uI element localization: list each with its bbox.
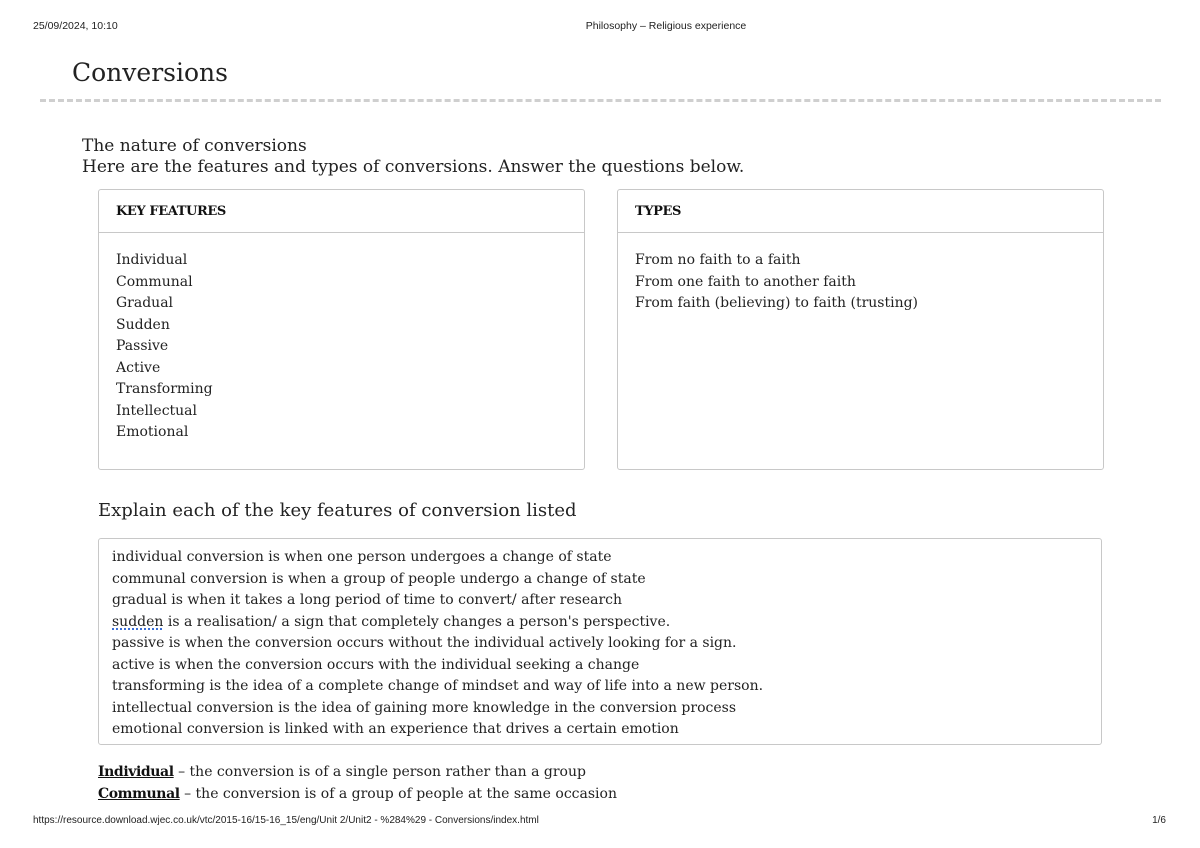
key-features-panel xyxy=(98,189,585,470)
answer-line: intellectual conversion is the idea of gaining more knowledge in the conversion process xyxy=(112,699,737,716)
types-panel xyxy=(617,189,1104,470)
key-feature-item: Communal xyxy=(116,273,193,290)
definition-term: Individual xyxy=(98,764,174,780)
type-item: From no faith to a faith xyxy=(635,252,801,268)
answer-line: passive is when the conversion occurs without the individual actively looking for a sign. xyxy=(112,635,737,651)
definitions-list xyxy=(98,762,617,805)
key-features-list xyxy=(99,233,584,444)
answer-line-sudden xyxy=(112,612,1101,634)
print-header xyxy=(0,20,1200,36)
definition-text: – the conversion is of a single person rather than a group xyxy=(173,764,586,780)
definition-term: Communal xyxy=(98,785,180,802)
definition-item xyxy=(98,762,617,784)
definition-item xyxy=(98,784,617,806)
page-number: 1/6 xyxy=(1152,815,1166,826)
print-doc-title: Philosophy – Religious experience xyxy=(585,20,747,32)
answer-textarea[interactable] xyxy=(98,538,1102,745)
answer-line: active is when the conversion occurs with the individual seeking a change xyxy=(112,656,640,673)
key-features-heading: KEY FEATURES xyxy=(99,190,584,233)
key-feature-item: Gradual xyxy=(116,295,174,311)
answer-line-text: is a realisation/ a sign that completely changes a person's perspective. xyxy=(163,613,671,630)
key-feature-item: Passive xyxy=(116,338,169,354)
page-title: Conversions xyxy=(72,58,228,87)
key-feature-item: Transforming xyxy=(116,381,213,397)
spellcheck-word[interactable]: sudden xyxy=(112,613,164,630)
section-intro: Here are the features and types of conversions. Answer the questions below. xyxy=(82,157,745,177)
print-source-url: https://resource.download.wjec.co.uk/vtc/2015-16/15-16_15/eng/Unit 2/Unit2 - %284%29 - Conversions/index.html xyxy=(33,815,539,826)
definition-text: – the conversion is of a group of people at the same occasion xyxy=(179,785,617,802)
types-list xyxy=(618,233,1103,315)
answer-line: emotional conversion is linked with an experience that drives a certain emotion xyxy=(112,721,679,737)
answer-line: gradual is when it takes a long period of time to convert/ after research xyxy=(112,592,623,608)
print-datetime: 25/09/2024, 10:10 xyxy=(33,20,118,32)
title-divider xyxy=(40,99,1161,102)
key-feature-item: Individual xyxy=(116,252,188,268)
type-item: From faith (believing) to faith (trusting) xyxy=(635,295,919,311)
key-feature-item: Emotional xyxy=(116,424,189,440)
key-feature-item: Sudden xyxy=(116,316,170,333)
section-title: The nature of conversions xyxy=(82,136,307,156)
key-feature-item: Active xyxy=(116,359,161,376)
types-heading: TYPES xyxy=(618,190,1103,233)
type-item: From one faith to another faith xyxy=(635,273,856,290)
print-footer xyxy=(0,815,1200,831)
key-feature-item: Intellectual xyxy=(116,402,198,419)
explain-question-heading: Explain each of the key features of conversion listed xyxy=(98,500,577,521)
answer-line: communal conversion is when a group of people undergo a change of state xyxy=(112,570,646,587)
answer-line: individual conversion is when one person undergoes a change of state xyxy=(112,549,612,565)
answer-line: transforming is the idea of a complete change of mindset and way of life into a new person. xyxy=(112,678,764,694)
section-heading xyxy=(82,136,744,178)
